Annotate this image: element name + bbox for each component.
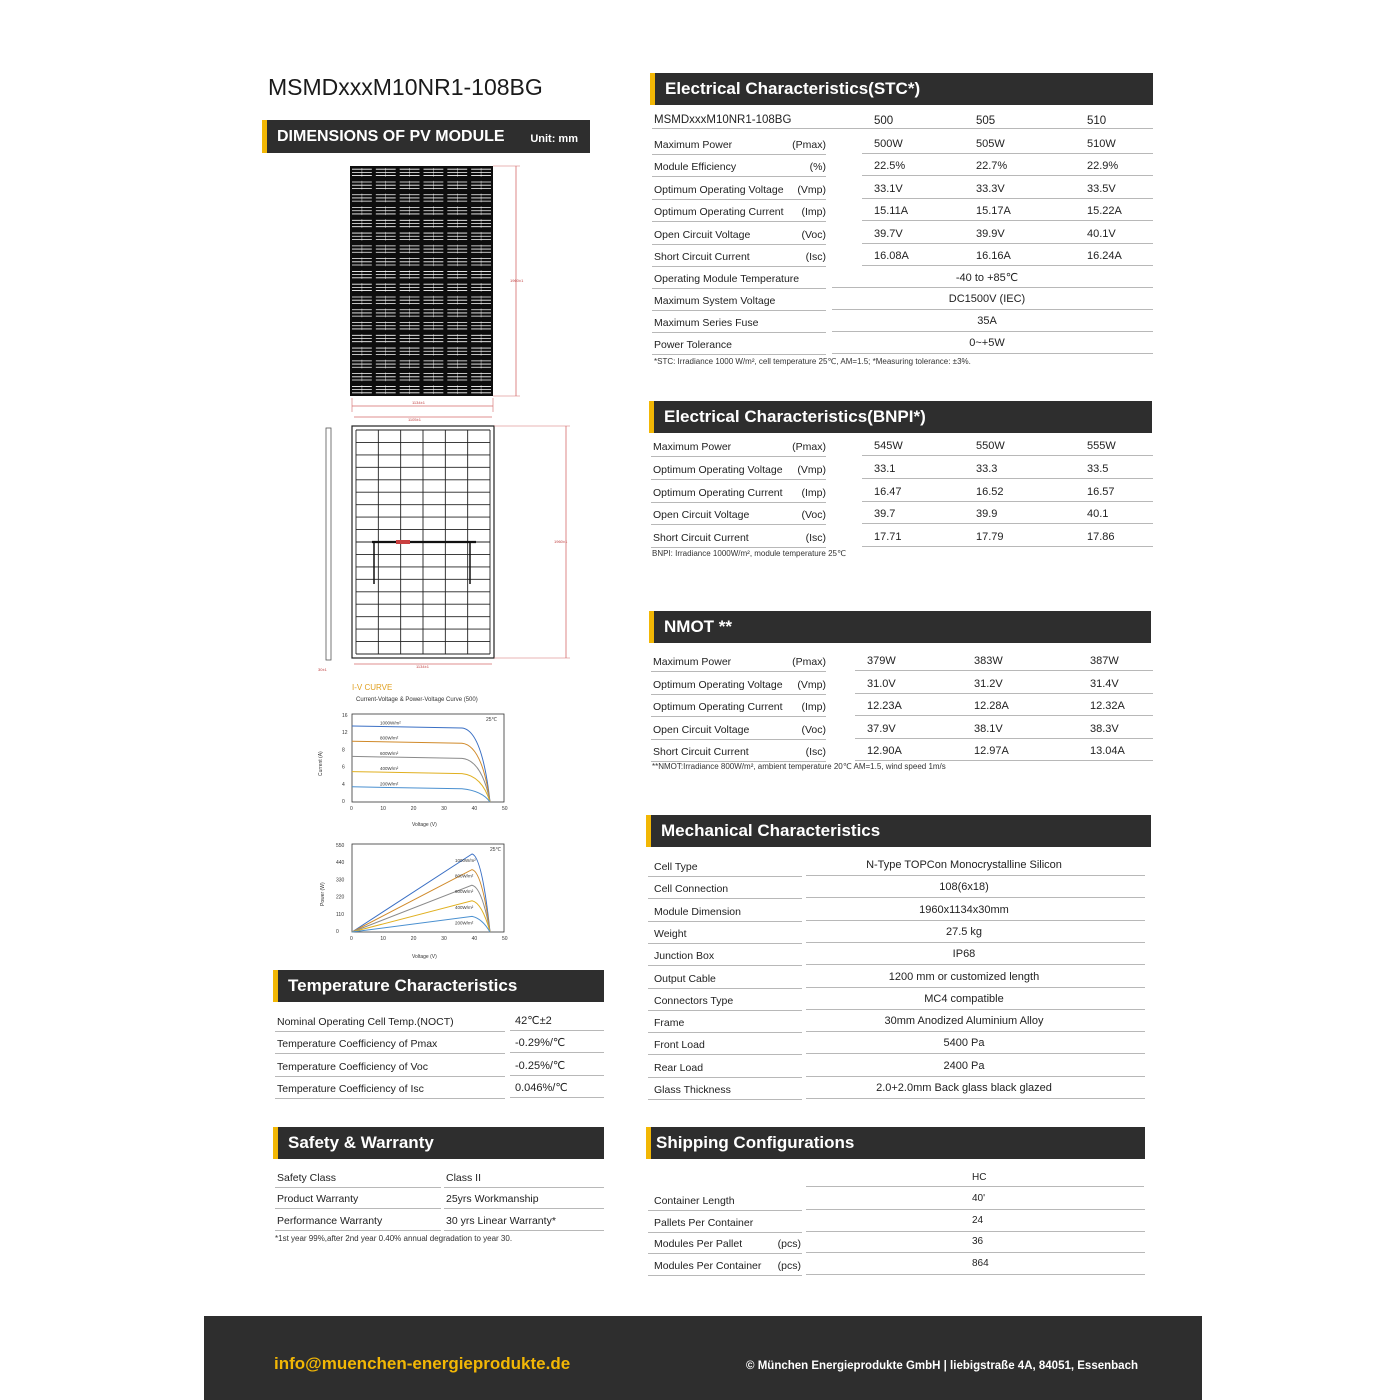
- spec-value: 31.0V: [867, 677, 896, 690]
- spec-label: Maximum Series Fuse: [654, 317, 759, 329]
- spec-value: 387W: [1090, 655, 1119, 667]
- spec-value: 16.47: [874, 485, 902, 498]
- shipping-row: [654, 1217, 801, 1231]
- nmot-header: [649, 611, 1151, 643]
- spec-value: 17.86: [1087, 531, 1115, 544]
- spec-label: Optimum Operating Current: [654, 206, 784, 219]
- spec-value: 555W: [1087, 440, 1116, 452]
- spec-value: 31.2V: [974, 677, 1003, 690]
- mech-value: 5400 Pa: [943, 1037, 985, 1050]
- mech-label: Cell Type: [654, 861, 698, 873]
- height-dim-label: 1960±1: [510, 278, 524, 283]
- spec-value: 545W: [874, 440, 903, 452]
- spec-label: Open Circuit Voltage: [654, 228, 751, 241]
- spec-symbol: (Pmax): [792, 656, 826, 668]
- cv-irradiance-label: 800W/m²: [380, 735, 399, 741]
- pv-tick-label: 330: [336, 877, 345, 884]
- spec-value: 16.08A: [874, 250, 909, 262]
- spec-value: 15.17A: [976, 205, 1011, 218]
- stc-note: *STC: Irradiance 1000 W/m², cell temperature 25℃, AM=1.5; *Measuring tolerance: ±3%.: [654, 357, 971, 366]
- spec-symbol: (Isc): [805, 251, 826, 263]
- temp-value: -0.29%/℃: [515, 1037, 566, 1050]
- module-front-panel: [350, 166, 493, 396]
- spec-symbol: (Isc): [805, 532, 826, 545]
- spec-value: 33.3: [976, 462, 998, 475]
- dimensions-header: [262, 120, 590, 153]
- safety-value: 30 yrs Linear Warranty*: [446, 1214, 556, 1227]
- mech-label: Junction Box: [654, 950, 715, 963]
- spec-row: [654, 251, 826, 265]
- inner-width-dim-label: 1105±1: [408, 417, 422, 422]
- safety-value: 25yrs Workmanship: [446, 1193, 539, 1206]
- spec-value: 510W: [1087, 138, 1116, 150]
- module-back-drawing: [316, 412, 576, 674]
- spec-value: 33.5: [1087, 462, 1109, 475]
- spec-symbol: (Pmax): [792, 441, 826, 453]
- pv-irradiance-label: 1000W/m²: [455, 858, 476, 863]
- spec-value: 40.1: [1087, 508, 1109, 521]
- spec-symbol: (%): [809, 161, 826, 174]
- spec-value: 39.9V: [976, 227, 1005, 240]
- spec-value: 33.5V: [1087, 182, 1116, 195]
- spec-label: Module Efficiency: [654, 161, 737, 174]
- pv-irradiance-label: 400W/m²: [455, 904, 474, 910]
- cv-irradiance-label: 400W/m²: [380, 766, 399, 772]
- mech-label: Weight: [654, 927, 687, 940]
- bnpi-note: BNPI: Irradiance 1000W/m², module temperature 25℃: [652, 549, 846, 558]
- spec-value: 39.9: [976, 508, 998, 521]
- bnpi-title: Electrical Characteristics(BNPI*): [664, 407, 926, 426]
- shipping-row: [654, 1238, 801, 1252]
- spec-value: 13.04A: [1090, 745, 1125, 758]
- spec-label: Maximum Power: [654, 139, 733, 151]
- spec-value: 12.32A: [1090, 700, 1125, 713]
- spec-label: Power Tolerance: [654, 339, 733, 351]
- mech-value: 108(6x18): [939, 881, 989, 894]
- spec-value: 12.23A: [867, 700, 902, 713]
- nmot-title: NMOT **: [664, 617, 732, 636]
- dimensions-unit: Unit: mm: [530, 133, 578, 145]
- spec-row: [653, 464, 826, 478]
- spec-row: [654, 273, 826, 287]
- shipping-label: Modules Per Container: [654, 1259, 762, 1272]
- spec-value: 17.71: [874, 531, 902, 544]
- shipping-header: [646, 1127, 1145, 1159]
- spec-row: [653, 487, 826, 501]
- spec-row: [654, 295, 826, 309]
- spec-symbol: (Vmp): [797, 678, 826, 691]
- spec-label: Short Circuit Current: [654, 251, 750, 263]
- spec-value: 500W: [874, 138, 903, 150]
- spec-symbol: (Imp): [801, 701, 826, 714]
- mech-value: N-Type TOPCon Monocrystalline Silicon: [866, 859, 1062, 871]
- pv-tick-label: 220: [336, 894, 345, 901]
- cv-tick-label: 16: [342, 713, 348, 719]
- pv-tick-label: 50: [502, 936, 508, 942]
- spec-value: 16.52: [976, 485, 1004, 498]
- mech-value: MC4 compatible: [924, 992, 1004, 1005]
- spec-value: 22.7%: [976, 160, 1008, 173]
- dimensions-title: DIMENSIONS OF PV MODULE: [277, 128, 505, 145]
- spec-value: 38.3V: [1090, 722, 1119, 735]
- shipping-row: [654, 1260, 801, 1274]
- pv-tick-label: 440: [336, 860, 345, 867]
- iv-curve-label: I-V CURVE: [352, 683, 393, 692]
- spec-label: Open Circuit Voltage: [653, 723, 750, 736]
- spec-symbol: (Voc): [801, 228, 826, 241]
- width-dim-label: 1134±1: [412, 400, 426, 405]
- cv-ylabel: Current (A): [318, 751, 324, 776]
- spec-row: [653, 441, 826, 455]
- safety-title: Safety & Warranty: [288, 1133, 434, 1152]
- mech-label: Rear Load: [654, 1061, 704, 1074]
- spec-value: 505W: [976, 138, 1005, 150]
- frame-dim-label: 30±1: [318, 667, 327, 672]
- nmot-note: **NMOT:Irradiance 800W/m², ambient temperature 20℃ AM=1.5, wind speed 1m/s: [652, 762, 946, 771]
- spec-value: 16.57: [1087, 485, 1115, 498]
- mech-value: 1200 mm or customized length: [888, 970, 1040, 983]
- cv-irradiance-label: 600W/m²: [380, 750, 399, 756]
- spec-label: Open Circuit Voltage: [653, 509, 750, 522]
- spec-symbol: (Vmp): [797, 183, 826, 196]
- mech-value: IP68: [952, 948, 976, 961]
- safety-note: *1st year 99%,after 2nd year 0.40% annual degradation to year 30.: [275, 1234, 513, 1243]
- shipping-label: Modules Per Pallet: [654, 1238, 743, 1251]
- spec-value: 16.24A: [1087, 250, 1122, 262]
- mech-value: 30mm Anodized Aluminium Alloy: [884, 1015, 1044, 1028]
- pv-ylabel: Power (W): [320, 882, 326, 906]
- spec-symbol: (Isc): [805, 746, 826, 759]
- safety-label: Product Warranty: [277, 1193, 359, 1206]
- spec-value: 31.4V: [1090, 677, 1119, 690]
- pv-tick-label: 0: [336, 929, 339, 935]
- spec-symbol: (Voc): [801, 723, 826, 736]
- temp-label: Temperature Coefficiency of Voc: [277, 1060, 428, 1073]
- spec-value: 37.9V: [867, 722, 896, 735]
- cv-tick-label: 12: [342, 730, 348, 737]
- temperature-header: [273, 970, 604, 1002]
- mechanical-header: [646, 815, 1151, 847]
- temp-label: Nominal Operating Cell Temp.(NOCT): [277, 1016, 454, 1028]
- cv-tick-label: 40: [471, 806, 478, 812]
- spec-value: 550W: [976, 440, 1005, 452]
- mech-label: Glass Thickness: [654, 1084, 731, 1096]
- spec-symbol: (Voc): [801, 509, 826, 522]
- stc-column-header: 510: [1087, 115, 1107, 127]
- spec-row: [653, 701, 826, 715]
- stc-column-header: 500: [874, 115, 894, 127]
- iv-curve-subtitle: Current-Voltage & Power-Voltage Curve (500): [356, 697, 478, 703]
- spec-label: Optimum Operating Voltage: [654, 183, 784, 196]
- spec-row: [653, 532, 826, 546]
- power-voltage-chart: [312, 838, 522, 964]
- pv-irradiance-label: 200W/m²: [455, 920, 474, 926]
- spec-row: [654, 229, 826, 243]
- mech-label: Connectors Type: [654, 994, 734, 1007]
- cv-tick-label: 10: [380, 806, 386, 812]
- stc-column-header: 505: [976, 115, 996, 127]
- pv-tick-label: 40: [471, 936, 478, 942]
- temp-value: 0.046%/℃: [515, 1082, 568, 1095]
- spec-value: 16.16A: [976, 250, 1011, 262]
- stc-header: [650, 73, 1153, 105]
- shipping-row: [654, 1195, 801, 1209]
- spec-label: Short Circuit Current: [653, 532, 749, 545]
- mech-label: Module Dimension: [654, 905, 741, 918]
- pv-tick-label: 20: [410, 936, 417, 942]
- mech-value: 27.5 kg: [945, 925, 983, 938]
- spec-value: 12.97A: [974, 745, 1009, 758]
- cv-tick-label: 0: [342, 799, 345, 805]
- temp-label: Temperature Coefficiency of Pmax: [277, 1038, 438, 1051]
- safety-label: Safety Class: [277, 1172, 336, 1184]
- shipping-symbol: (pcs): [777, 1238, 801, 1251]
- spec-label: Maximum Power: [653, 656, 732, 668]
- spec-symbol: (Imp): [801, 486, 826, 499]
- spec-value: 35A: [977, 315, 997, 327]
- cv-tick-label: 0: [350, 806, 353, 812]
- spec-row: [653, 746, 826, 760]
- cv-tick-label: 6: [342, 764, 345, 771]
- spec-row: [654, 339, 826, 353]
- spec-label: Optimum Operating Current: [653, 486, 783, 499]
- footer-copyright: © München Energieprodukte GmbH | liebigstraße 4A, 84051, Essenbach: [746, 1360, 1138, 1372]
- shipping-title: Shipping Configurations: [656, 1133, 855, 1152]
- spec-value: 379W: [867, 655, 896, 667]
- shipping-label: Pallets Per Container: [654, 1216, 754, 1229]
- spec-label: Maximum System Voltage: [654, 295, 776, 307]
- shipping-value: 40': [972, 1193, 986, 1204]
- pv-tick-label: 10: [380, 936, 386, 942]
- temp-value: -0.25%/℃: [515, 1059, 566, 1072]
- spec-row: [654, 139, 826, 153]
- mech-label: Cell Connection: [654, 883, 729, 896]
- mech-value: 1960x1134x30mm: [919, 903, 1009, 916]
- spec-value: 12.90A: [867, 745, 902, 758]
- mech-value: 2.0+2.0mm Back glass black glazed: [876, 1082, 1052, 1094]
- spec-value: 33.1: [874, 462, 896, 475]
- spec-row: [653, 679, 826, 693]
- footer: [204, 1316, 1202, 1400]
- current-voltage-chart: [312, 706, 522, 832]
- spec-value: 15.11A: [874, 205, 909, 218]
- cv-xlabel: Voltage (V): [412, 822, 437, 828]
- spec-symbol: (Vmp): [797, 463, 826, 476]
- stc-title: Electrical Characteristics(STC*): [665, 79, 921, 98]
- safety-header: [273, 1127, 604, 1159]
- spec-value: 12.28A: [974, 700, 1009, 713]
- pv-irradiance-label: 600W/m²: [455, 889, 474, 895]
- spec-row: [654, 184, 826, 198]
- spec-symbol: (Imp): [801, 206, 826, 219]
- mech-value: 2400 Pa: [943, 1059, 985, 1072]
- spec-value: 22.5%: [874, 160, 906, 173]
- spec-value: 33.3V: [976, 182, 1005, 195]
- bnpi-header: [649, 401, 1152, 433]
- spec-value: 33.1V: [874, 182, 903, 195]
- back-height-dim-label: 1960±1: [554, 539, 568, 544]
- spec-value: 40.1V: [1087, 227, 1116, 240]
- spec-label: Short Circuit Current: [653, 746, 749, 759]
- module-side-profile: [326, 428, 331, 660]
- shipping-value: 864: [972, 1257, 989, 1269]
- shipping-value: 36: [972, 1236, 984, 1248]
- safety-value: Class II: [446, 1172, 482, 1184]
- safety-label: Performance Warranty: [277, 1214, 383, 1227]
- pv-temp-label: 25℃: [490, 847, 502, 853]
- spec-label: Operating Module Temperature: [654, 273, 800, 285]
- shipping-value: 24: [972, 1214, 984, 1226]
- model-title: MSMDxxxM10NR1-108BG: [268, 74, 543, 100]
- spec-row: [654, 206, 826, 220]
- spec-value: 17.79: [976, 531, 1004, 544]
- spec-symbol: (Pmax): [792, 139, 826, 151]
- pv-irradiance-label: 800W/m²: [455, 873, 474, 879]
- pv-tick-label: 550: [336, 843, 345, 849]
- spec-label: Maximum Power: [653, 441, 732, 453]
- spec-value: 383W: [974, 655, 1003, 667]
- cv-irradiance-label: 1000W/m²: [380, 720, 401, 726]
- cv-tick-label: 8: [342, 747, 345, 754]
- spec-value: 22.9%: [1087, 160, 1119, 173]
- cv-tick-label: 20: [410, 806, 417, 812]
- spec-label: Optimum Operating Current: [653, 701, 783, 714]
- spec-row: [654, 317, 826, 331]
- mech-label: Frame: [654, 1017, 685, 1030]
- spec-row: [654, 161, 826, 175]
- spec-label: Optimum Operating Voltage: [653, 463, 783, 476]
- cv-tick-label: 4: [342, 781, 345, 788]
- mechanical-title: Mechanical Characteristics: [661, 821, 881, 840]
- footer-email-link[interactable]: info@muenchen-energieprodukte.de: [274, 1354, 571, 1373]
- spec-row: [653, 656, 826, 670]
- shipping-label: Container Length: [654, 1195, 735, 1207]
- pv-tick-label: 0: [350, 936, 353, 942]
- module-front-drawing: [340, 160, 540, 415]
- cv-tick-label: 30: [441, 806, 447, 812]
- cv-tick-label: 50: [502, 806, 508, 812]
- spec-label: Optimum Operating Voltage: [653, 678, 783, 691]
- back-width-dim-label: 1134±1: [416, 664, 430, 669]
- spec-row: [653, 509, 826, 523]
- temp-label: Temperature Coefficiency of Isc: [277, 1083, 424, 1096]
- pv-xlabel: Voltage (V): [412, 954, 437, 960]
- temp-value: 42℃±2: [515, 1015, 552, 1027]
- spec-value: 38.1V: [974, 722, 1003, 735]
- spec-value: -40 to +85℃: [955, 272, 1019, 284]
- mech-label: Front Load: [654, 1039, 705, 1052]
- cv-temp-label: 25℃: [486, 717, 498, 723]
- spec-value: 0~+5W: [969, 337, 1005, 349]
- spec-row: [653, 724, 826, 738]
- pv-tick-label: 30: [441, 936, 447, 942]
- spec-value: 39.7: [874, 508, 896, 521]
- shipping-col-header: HC: [972, 1172, 987, 1183]
- spec-value: 15.22A: [1087, 205, 1122, 218]
- spec-value: DC1500V (IEC): [948, 293, 1026, 305]
- stc-model-label: MSMDxxxM10NR1-108BG: [654, 114, 792, 126]
- spec-value: 39.7V: [874, 227, 903, 240]
- temperature-title: Temperature Characteristics: [288, 976, 518, 995]
- shipping-symbol: (pcs): [777, 1259, 801, 1272]
- pv-tick-label: 110: [336, 911, 344, 918]
- mech-label: Output Cable: [654, 972, 716, 985]
- cv-irradiance-label: 200W/m²: [380, 781, 399, 787]
